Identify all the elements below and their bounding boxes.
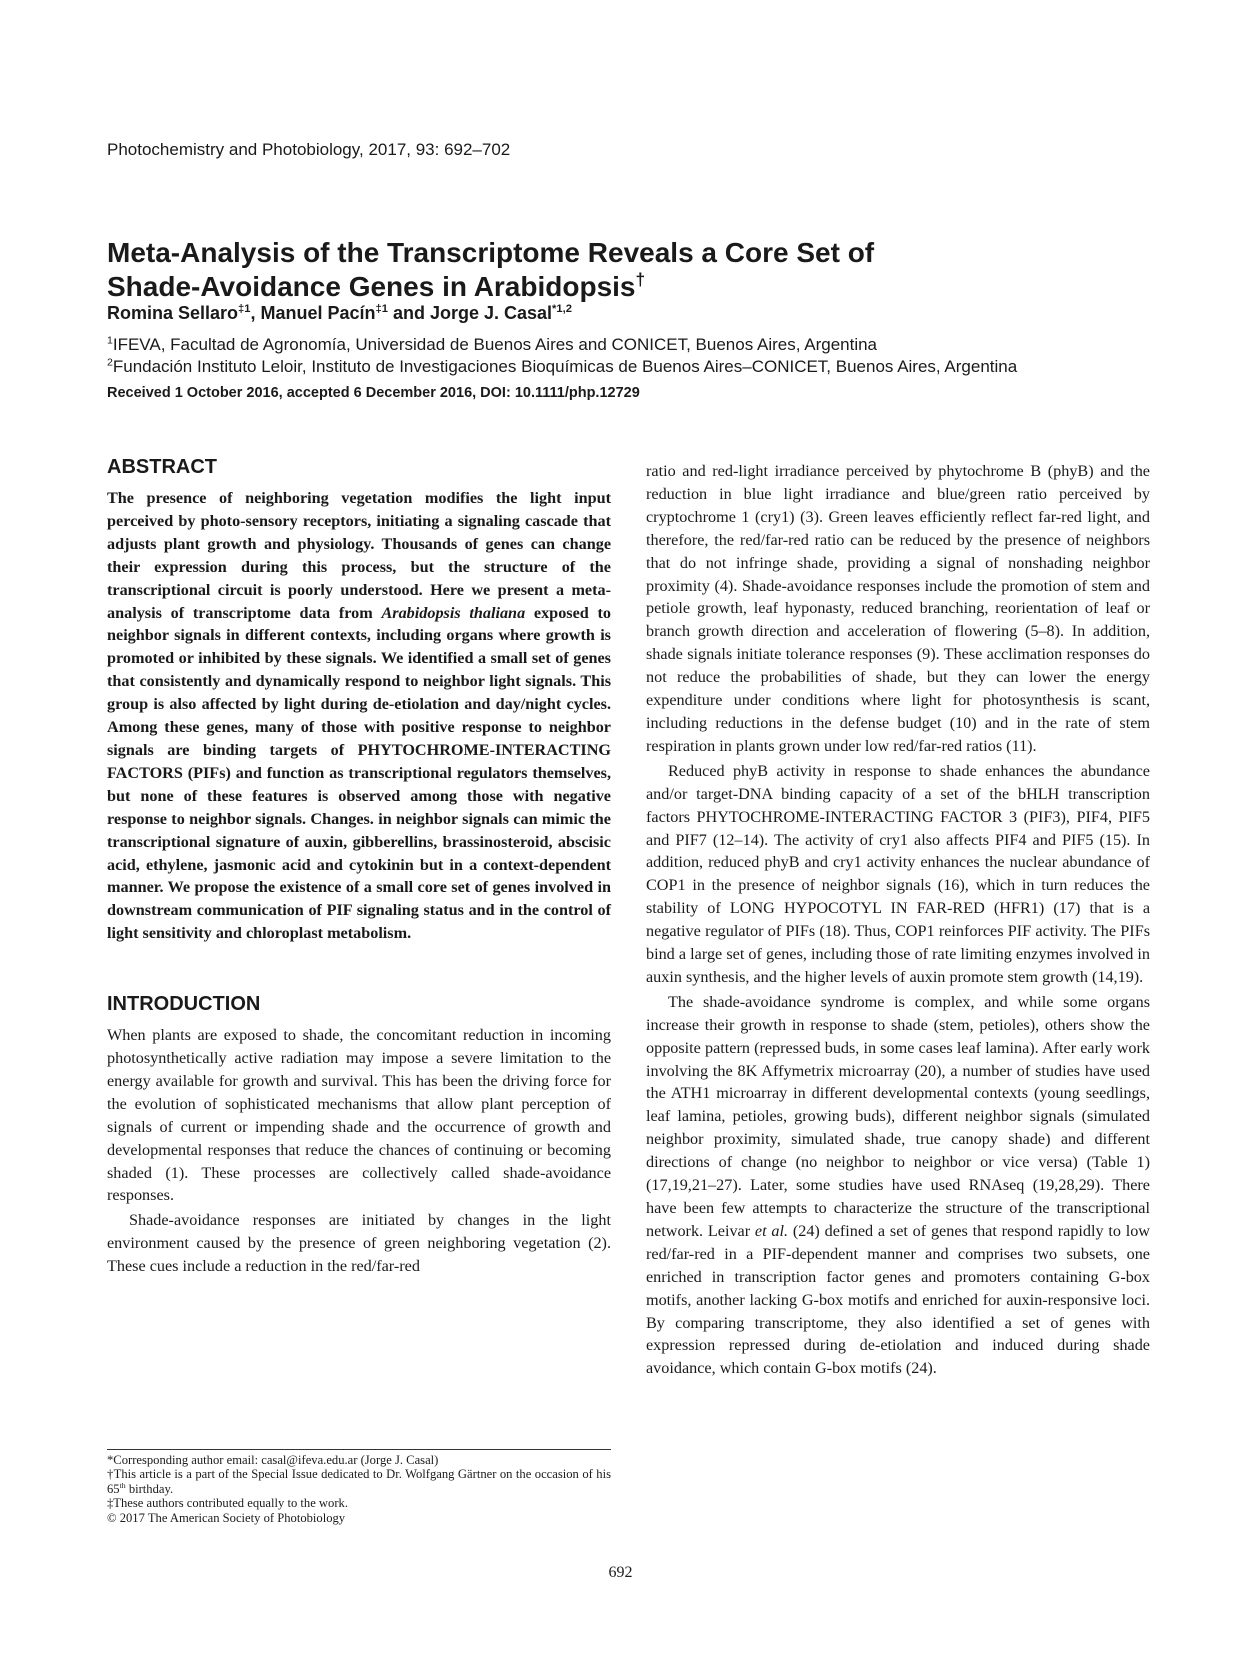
author-affiliation-mark: *1,2 [552, 303, 572, 315]
author-list: Romina Sellaro$^{\ddagger 1}$, Manuel Pacín$^{\ddagger 1}$ and Jorge J. Casal$^{*1,2}$ [107, 303, 572, 323]
introduction-heading: INTRODUCTION [107, 993, 261, 1016]
left-column [107, 456, 611, 1278]
footnote-text: birthday. [125, 1481, 174, 1496]
species-name: Arabidopsis thaliana [381, 603, 526, 622]
page-number: 692 [608, 1564, 633, 1581]
footnote-superscript: th [119, 1480, 126, 1490]
paragraph-part: (24) defined a set of genes that respond rapidly to low red/far-red in a PIF-dependent manner and comprises two subsets, one enriched in transcription factor genes and promoters containing G-box motifs, another lacking G-box motifs and enriched for auxin-responsive loci. By comparing transcriptome, they also identified a set of genes with expression repressed during de-etiolation and induced during shade avoidance, which contain G-box motifs (24). [646, 1221, 1151, 1378]
author-connector: and [392, 303, 425, 323]
author-name: Jorge J. Casal [429, 303, 553, 323]
paragraph: ratio and red-light irradiance perceived by phytochrome B (phyB) and the reduction in blue light irradiance and blue/green ratio perceived by cryptochrome 1 (cry1) (3). Green leaves efficiently reflect far-red light, and therefore, the red/far-red ratio can be reduced by the presence of neighbors that do not infringe shade, providing a signal of nonshading neighbor proximity (4). Shade-avoidance responses include the promotion of stem and petiole growth, leaf hyponasty, reduced branching, reorientation of leaf or branch growth direction and acceleration of flowering (5–8). In addition, shade signals initiate tolerance responses (9). These acclimation responses do not reduce the probabilities of shade, but they can lower the energy expenditure under conditions where light for photosynthesis is scant, including reductions in the defense budget (10) and in the rate of stem respiration in plants grown under low red/far-red ratios (11). [646, 462, 1150, 755]
footnote-copyright: © 2017 The American Society of Photobiology [107, 1510, 346, 1525]
paragraph: Shade-avoidance responses are initiated by changes in the light environment caused by the presence of green neighboring vegetation (2). These cues include a reduction in the red/far-red [107, 1211, 611, 1276]
abstract-text-part: exposed to neighbor signals in different contexts, including organs where growth is promoted or inhibited by these signals. We identified a small set of genes that consistently and dynamically respond to neighbor light signals. This group is also affected by light during de-etiolation and day/night cycles. Among these genes, many of those with positive response to neighbor signals are binding targets of PHYTOCHROME-INTERACTING FACTORS (PIFs) and function as transcriptional regulators themselves, but none of these features is observed among those with negative response to neighbor signals. Changes. in neighbor signals can mimic the transcriptional signature of auxin, gibberellins, brassinosteroid, abscisic acid, ethylene, jasmonic acid and cytokinin but in a context-dependent manner. We propose the existence of a small core set of genes involved in downstream communication of PIF signaling status and in the control of light sensitivity and chloroplast metabolism. [107, 603, 611, 943]
footnote-text: †This article is a part of the Special Issue dedicated to Dr. Wolfgang Gärtner on the occasion of his 65 [107, 1467, 611, 1496]
paragraph: Reduced phyB activity in response to shade enhances the abundance and/or target-DNA binding capacity of a set of the bHLH transcription factors PHYTOCHROME-INTERACTING FACTOR 3 (PIF3), PIF4, PIF5 and PIF7 (12–14). The activity of cry1 also affects PIF4 and PIF5 (15). In addition, reduced phyB and cry1 activity enhances the nuclear abundance of COP1 in the presence of neighbor signals (16), which in turn reduces the stability of LONG HYPOCOTYL IN FAR-RED (HFR1) (17) that is a negative regulator of PIFs (18). Thus, COP1 reinforces PIF activity. The PIFs bind a large set of genes, including those of rate limiting enzymes involved in auxin synthesis, and the higher levels of auxin promote stem growth (14,19). [646, 761, 1150, 986]
abstract-heading: ABSTRACT [107, 456, 217, 478]
paragraph: When plants are exposed to shade, the concomitant reduction in incoming photosynthetically active radiation may impose a severe limitation to the energy available for growth and survival. This has been the driving force for the evolution of sophisticated mechanisms that allow plant perception of signals of current or impending shade and the occurrence of growth and developmental responses that reduce the chances of continuing or becoming shaded (1). These processes are collectively called shade-avoidance responses. [107, 1026, 611, 1205]
author-name: Romina Sellaro [107, 303, 239, 323]
footnote-corresponding-author: *Corresponding author email: casal@ifeva.edu.ar (Jorge J. Casal) [107, 1453, 439, 1467]
author-affiliation-mark: ‡1 [238, 303, 251, 315]
footnote-special-issue [107, 1467, 611, 1496]
abstract-text [107, 487, 611, 945]
affiliation-text: IFEVA, Facultad de Agronomía, Universidad de Buenos Aires and CONICET, Buenos Aires, Argentina [112, 335, 878, 354]
abstract-text-part: The presence of neighboring vegetation modifies the light input perceived by photo-sensory receptors, initiating a signaling cascade that adjusts plant growth and physiology. Thousands of genes can change their expression during this process, but the structure of the transcriptional circuit is poorly understood. Here we present a meta-analysis of transcriptome data from [107, 489, 611, 622]
paragraph-part: The shade-avoidance syndrome is complex, and while some organs increase their growth in response to shade (stem, petioles), others show the opposite pattern (repressed buds, in some cases leaf lamina). After early work involving the 8K Affymetrix microarray (20), a number of studies have used the ATH1 microarray in different developmental contexts (young seedlings, leaf lamina, petioles, growing buds), different neighbor signals (simulated neighbor proximity, simulated shade, true canopy shade) and different directions of change (no neighbor to neighbor or vice versa) (Table 1) (17,19,21–27). Later, some studies have used RNAseq (19,28,29). There have been few attempts to characterize the structure of the transcriptional network. Leivar [646, 992, 1150, 1240]
article-title [107, 236, 1147, 304]
affiliation-number: 2 [107, 356, 113, 369]
footnotes [107, 1449, 611, 1525]
paragraph [646, 991, 1150, 1380]
received-doi-line: Received 1 October 2016, accepted 6 December 2016, DOI: 10.1111/php.12729 [107, 385, 640, 401]
journal-citation: Photochemistry and Photobiology, 2017, 93: 692–702 [107, 140, 511, 159]
affiliation-text: Fundación Instituto Leloir, Instituto de Investigaciones Bioquímicas de Buenos Aires–CONICET, Buenos Aires, Argentina [112, 357, 1018, 376]
affiliation [107, 357, 1017, 377]
title-line-2: Shade-Avoidance Genes in Arabidopsis [107, 271, 636, 302]
affiliation-number: 1 [107, 334, 113, 347]
title-line-1: Meta-Analysis of the Transcriptome Reveals a Core Set of [107, 237, 875, 268]
author-name: Manuel Pacín [260, 303, 376, 323]
right-column [646, 460, 1150, 1380]
footnote-equal-contribution: ‡These authors contributed equally to the work. [107, 1496, 348, 1511]
author-affiliation-mark: ‡1 [375, 303, 388, 315]
citation-et-al: et al. [754, 1221, 789, 1240]
affiliation [107, 335, 877, 355]
title-footnote-mark: † [635, 269, 646, 290]
